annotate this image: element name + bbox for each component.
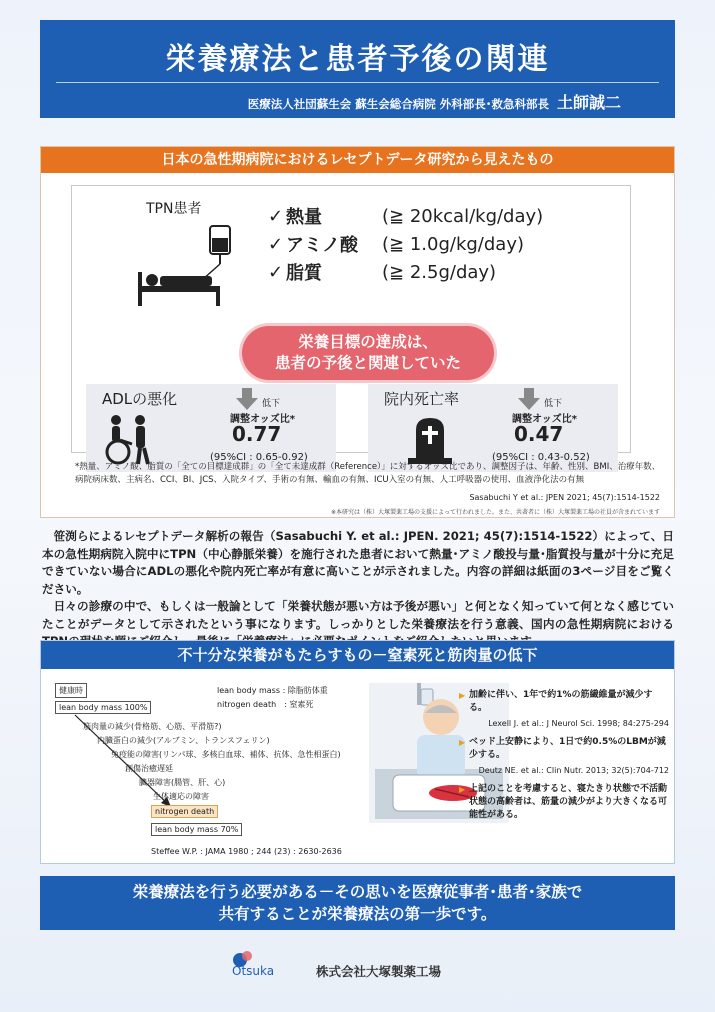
nutrient-name: 熱量 bbox=[286, 207, 322, 228]
diagram-citation: Steffee W.P. : JAMA 1980 ; 244 (23) : 2630-2636 bbox=[151, 847, 342, 856]
body-text bbox=[42, 528, 674, 651]
nutrient-row bbox=[268, 230, 543, 258]
body-paragraph: 笹渕らによるレセプトデータ解析の報告（Sasabuchi Y. et al.: JPEN. 2021; 45(7):1514-1522）によって、日本の急性期病院入院中にTPN（中心静脈栄養）を施行された患者において熱量･アミノ酸投与量･脂質投与量が十分に充足できていない場合にADLの悪化や院内死亡率が有意に高いことが示されました。内容の詳細は紙面の3ページ目をご覧ください。 bbox=[42, 529, 674, 596]
odds-value: 0.77 bbox=[232, 422, 282, 446]
odds-label: 調整オッズ比* bbox=[230, 414, 295, 425]
step-label: 免疫能の障害(リンパ球、多核白血球、補体、抗体、急性相蛋白) bbox=[111, 750, 341, 759]
section2-heading: 不十分な栄養がもたらすもの－窒素死と筋肉量の低下 bbox=[41, 641, 674, 669]
author-line bbox=[248, 90, 621, 113]
decrease-label: 低下 bbox=[262, 399, 281, 409]
fact-item bbox=[459, 689, 669, 730]
wheelchair-icon bbox=[102, 414, 162, 466]
tpn-box bbox=[71, 185, 631, 463]
nutrient-row bbox=[268, 258, 543, 286]
down-arrow-icon bbox=[236, 388, 258, 410]
fact-citation: Deutz NE. et al.: Clin Nutr. 2013; 32(5):704-712 bbox=[478, 766, 669, 775]
nutrient-value: (≧ 1.0g/kg/day) bbox=[382, 233, 524, 255]
odds-value: 0.47 bbox=[514, 422, 564, 446]
fact-text: 加齢に伴い、1年で約1%の筋繊維量が減少する。 bbox=[469, 690, 653, 713]
healthy-box: 健康時 bbox=[55, 683, 87, 698]
nitrogen-death-box: nitrogen death bbox=[151, 805, 218, 818]
patient-bed-iv-icon bbox=[130, 220, 250, 310]
logo-text: Otsuka bbox=[232, 964, 275, 978]
header-banner bbox=[40, 20, 675, 118]
step-label: 内臓蛋白の減少(アルブミン、トランスフェリン) bbox=[97, 736, 270, 745]
check-icon: ✓ bbox=[268, 205, 284, 227]
nutrient-list bbox=[268, 202, 543, 286]
author-name: 土師誠二 bbox=[556, 93, 621, 112]
nitrogen-death-diagram bbox=[55, 681, 395, 861]
receipt-study-section bbox=[40, 146, 675, 518]
body-paragraph: 日々の診療の中で、もしくは一般論として「栄養状態が悪い方は予後が悪い」と何となく知っていて何となく感じていたことがデータとして示されたという事になります。しっかりとした栄養療法を行う意義、国内の急性期病院における bbox=[42, 599, 674, 631]
nutrient-row bbox=[268, 202, 543, 230]
tpn-label: TPN患者 bbox=[146, 201, 202, 217]
fact-item bbox=[459, 783, 669, 822]
support-note: ※本研究は（株）大塚製薬工場の支援によって行われました。また、共著者に（株）大塚製薬工場の社員が含まれています bbox=[330, 509, 660, 516]
goal-banner-line1: 栄養目標の達成は、 bbox=[298, 333, 438, 351]
author-affiliation: 医療法人社団蘇生会 蘇生会総合病院 外科部長･救急科部長 bbox=[247, 97, 549, 111]
facts-list bbox=[459, 689, 669, 828]
nutrient-value: (≧ 20kcal/kg/day) bbox=[382, 205, 544, 227]
call-to-action-banner bbox=[40, 876, 675, 930]
lbm70-box: lean body mass 70% bbox=[151, 823, 242, 836]
malnutrition-section bbox=[40, 640, 675, 864]
page-title: 栄養療法と患者予後の関連 bbox=[165, 42, 550, 77]
nutrient-name: 脂質 bbox=[286, 263, 322, 284]
nutrient-name: アミノ酸 bbox=[286, 235, 358, 256]
down-arrow-icon bbox=[518, 388, 540, 410]
study-citation: Sasabuchi Y et al.: JPEN 2021; 45(7):1514-1522 bbox=[469, 493, 660, 502]
fact-citation: Lexell J. et al.: J Neurol Sci. 1998; 84:275-294 bbox=[488, 719, 669, 728]
goal-banner-line2: 患者の予後と関連していた bbox=[274, 354, 461, 372]
confidence-interval: (95%CI : 0.65-0.92) bbox=[210, 452, 308, 463]
legend-lbm: lean body mass : 除脂肪体重 bbox=[217, 686, 328, 695]
check-icon: ✓ bbox=[268, 233, 284, 255]
adjustment-footnote: *熱量、アミノ酸、脂質の「全ての目標達成群」の「全て未達成群（Reference）」に対するオッズ比であり、調整因子は、年齢、性別、BMI、治療年数、病院病床数、主病名、CCI、BI、JCS、入院タイプ、手術の有無、輸血の有無、ICU入室の有無、人工呼吸器の使用、血液浄化法の有無 bbox=[75, 462, 661, 485]
footer-logo bbox=[232, 948, 492, 984]
step-label: 生体適応の障害 bbox=[153, 792, 209, 801]
result-title: ADLの悪化 bbox=[102, 390, 178, 408]
result-title: 院内死亡率 bbox=[384, 390, 460, 408]
cta-line1: 栄養療法を行う必要がある－その思いを医療従事者･患者･家族で bbox=[132, 883, 583, 901]
header-divider bbox=[56, 82, 659, 83]
check-icon: ✓ bbox=[268, 261, 284, 283]
cta-line2: 共有することが栄養療法の第一歩です。 bbox=[218, 905, 497, 923]
step-label: 筋肉量の減少(骨格筋、心筋、平滑筋?) bbox=[83, 722, 222, 731]
fact-text: 上記のことを考慮すると、寝たきり状態で不活動状態の高齢者は、筋量の減少がより大きくなる可能性がある。 bbox=[469, 784, 668, 820]
fact-text: ベッド上安静により、1日で約0.5%のLBMが減少する。 bbox=[469, 737, 666, 760]
odds-label: 調整オッズ比* bbox=[512, 414, 577, 425]
section1-heading: 日本の急性期病院におけるレセプトデータ研究から見えたもの bbox=[41, 147, 674, 173]
tombstone-icon bbox=[404, 414, 464, 466]
adl-result-card bbox=[86, 384, 336, 472]
mortality-result-card bbox=[368, 384, 618, 472]
decrease-label: 低下 bbox=[544, 399, 563, 409]
step-label: 臓器障害(腸管、肝、心) bbox=[139, 778, 226, 787]
goal-banner bbox=[242, 326, 494, 380]
fact-item bbox=[459, 736, 669, 777]
company-name: 株式会社大塚製薬工場 bbox=[316, 964, 442, 979]
legend-nitrogen-death: nitrogen death : 窒素死 bbox=[217, 700, 314, 709]
lbm100-box: lean body mass 100% bbox=[55, 701, 151, 714]
results-area bbox=[72, 376, 630, 463]
confidence-interval: (95%CI : 0.43-0.52) bbox=[492, 452, 590, 463]
step-label: 創傷治癒遅延 bbox=[125, 764, 173, 773]
nutrient-value: (≧ 2.5g/day) bbox=[382, 261, 497, 283]
